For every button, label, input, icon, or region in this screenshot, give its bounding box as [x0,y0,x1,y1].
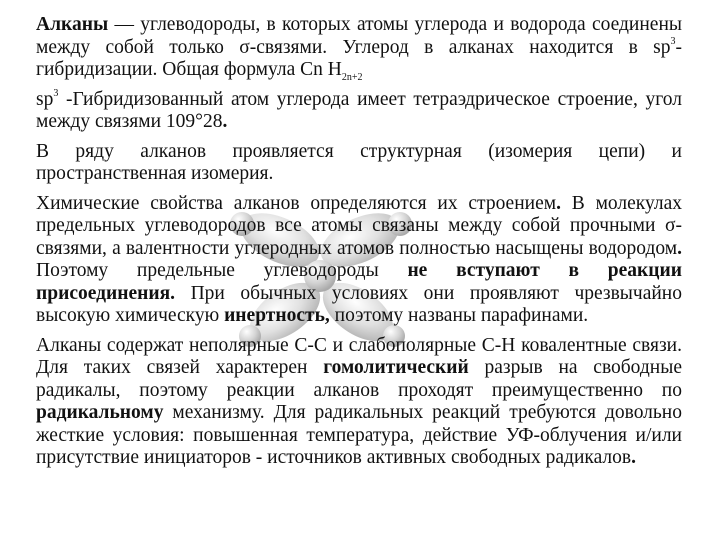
subscript: 2n+2 [341,71,363,83]
paragraph-definition [36,14,682,82]
bold-text: гомолитический [323,357,469,378]
bold-text: не вступают в реакции присоединения. [36,260,682,304]
paragraph-isomerism [36,141,682,186]
paragraph-text: Поэтому предельные углеводороды [36,260,408,281]
superscript: 3 [670,36,676,47]
paragraph-text: -гибридизации. Общая формула Cn H [36,36,682,80]
paragraph-text: При обычных условиях они проявляют чрезвычайно высокую химическую [36,282,682,326]
paragraph-text: В молекулах предельных углеводородов все атомы связаны между собой прочными σ-связями, а валентности углеродных атомов полностью насыщены водородом [36,192,683,259]
paragraph-hybridization [36,89,682,134]
paragraph-text: Химические свойства алканов определяются их строением [36,192,557,214]
bold-text: . [677,237,682,259]
superscript: 3 [53,88,59,99]
paragraph-text: разрыв на свободные радикалы, поэтому реакции алканов проходят преимущественно по [36,357,682,401]
term-alkanes: Алканы [36,14,109,35]
paragraph-text: механизму. Для радикальных реакций требуются довольно жесткие условия: повышенная температура, действие УФ-облучения и/или присутствие инициаторов - источников активных свободных радикалов [36,402,682,468]
paragraph-text: sp [36,88,54,110]
paragraph-text: В ряду алканов проявляется структурная (изомерия цепи) и пространственная изомерия. [36,140,682,184]
paragraph-text: — углеводороды, в которых атомы углерода и водорода соединены между собой только σ-связями. Углерод в алканах находится в sp [36,14,682,58]
paragraph-text: -Гибридизованный атом углерода имеет тетраэдрическое строение, угол между связями 109°28 [36,88,682,132]
bold-text: . [222,111,228,132]
bold-text: радикальному [36,402,164,423]
paragraph-text: Алканы содержат неполярные С-С и слабополярные С-Н ковалентные связи. Для таких связей характерен [36,334,682,378]
paragraph-bonds [36,335,682,470]
bold-text: . [631,447,636,468]
bold-text: . [556,192,561,214]
paragraph-text: поэтому названы парафинами. [329,305,589,326]
paragraph-chemical-properties [36,193,682,328]
text-body [36,14,682,477]
bold-text: инертность, [224,305,330,326]
